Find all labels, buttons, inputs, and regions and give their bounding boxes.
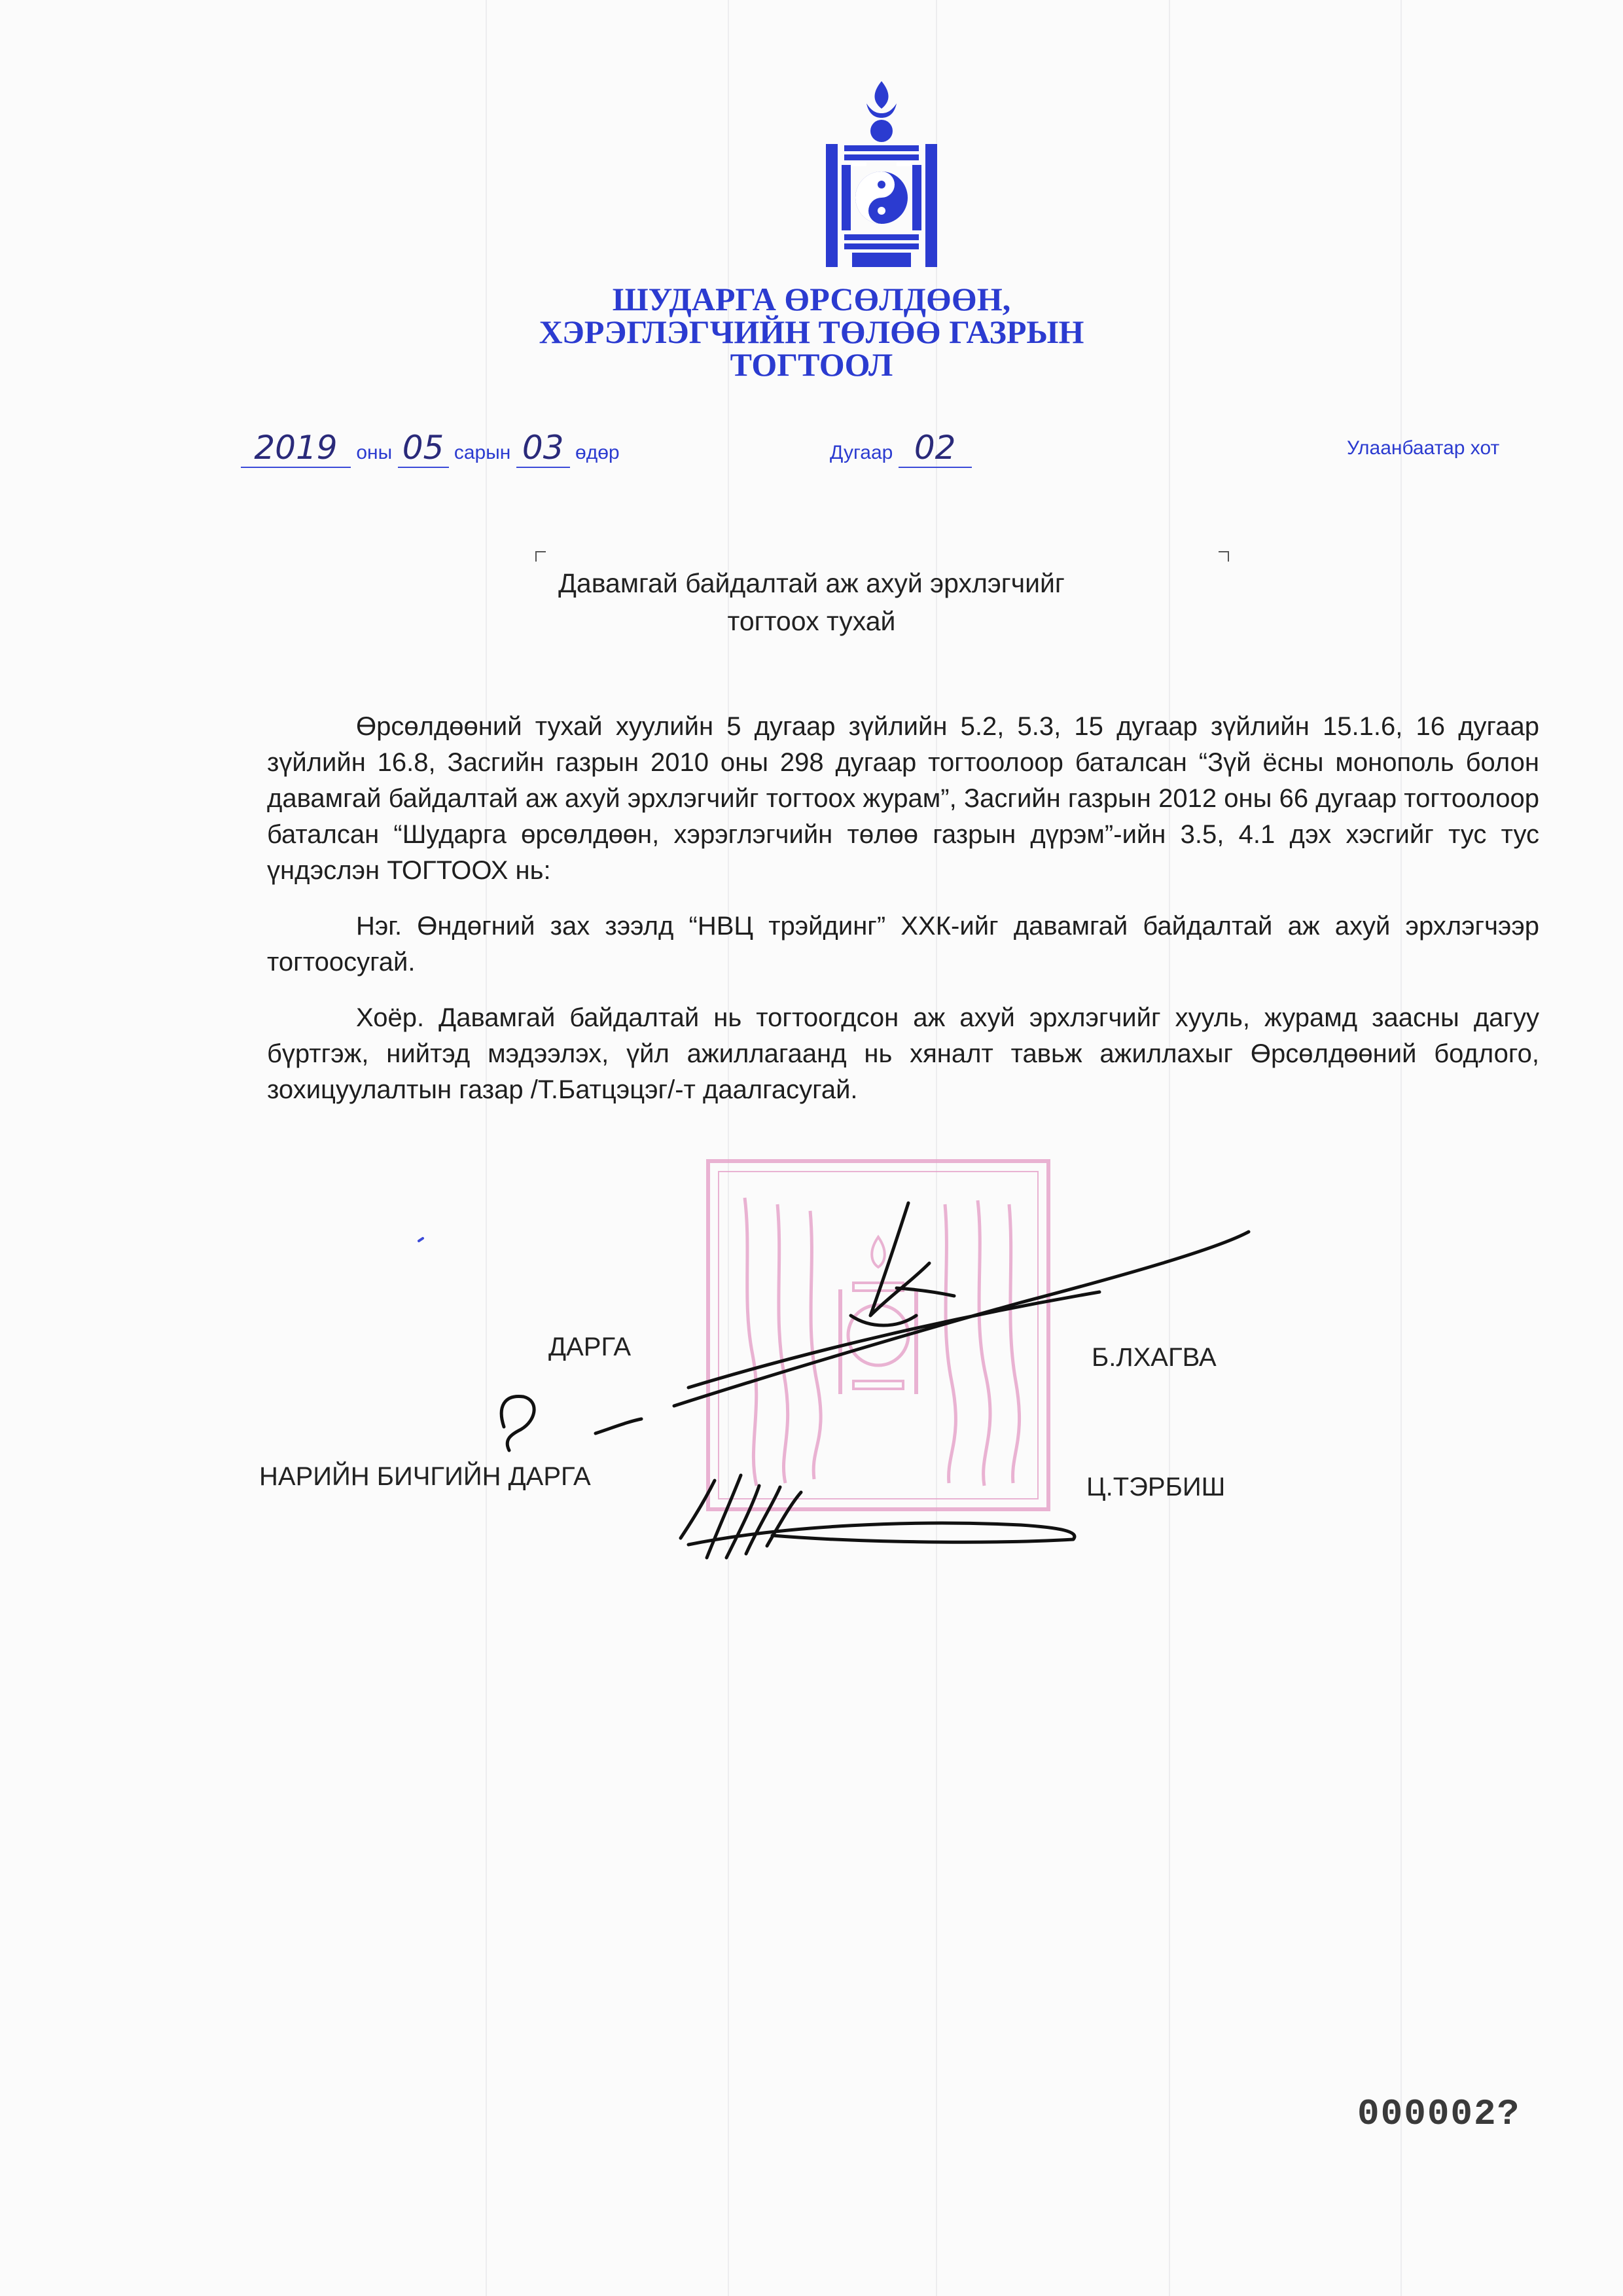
date-field [241, 429, 620, 468]
body-paragraph-3: Хоёр. Давамгай байдалтай нь тогтоогдсон аж ахуй эрхлэгчийг хууль, журамд заасны дагуу бүртгэж, нийтэд мэдээлэх, үйл ажиллагаанд нь хяналт тавьж ажиллахыг Өрсөлдөөний бодлого, зохицуулалтын газар /Т.Батцэцэг/-т даалгасугай. [267, 1003, 1539, 1104]
resolution-body [267, 709, 1539, 1128]
chair-name: Б.ЛХАГВА [1092, 1343, 1217, 1372]
chair-title: ДАРГА [548, 1333, 632, 1361]
document-serial-number: 000002? [1357, 2093, 1521, 2135]
state-soyombo-emblem-icon [826, 79, 937, 268]
body-paragraph-2: Нэг. Өндөгний зах зээлд “НВЦ трэйдинг” ХХК-ийг давамгай байдалтай аж ахуй эрхлэгчээр тогтоосугай. [267, 912, 1539, 977]
number-label: Дугаар [830, 442, 893, 463]
official-seal-icon [705, 1158, 1051, 1512]
secretary-title: НАРИЙН БИЧГИЙН ДАРГА [259, 1462, 591, 1491]
subject-line2: тогтоох тухай [727, 606, 896, 636]
chair-signature-hook [501, 1396, 641, 1450]
resolution-title: ТОГТООЛ [730, 346, 893, 383]
pen-dot [419, 1238, 423, 1241]
body-paragraph-1: Өрсөлдөөний тухай хуулийн 5 дугаар зүйлийн 5.2, 5.3, 15 дугаар зүйлийн 15.1.6, 16 дугаар зүйлийн 16.8, Засгийн газрын 2010 оны 298 дугаар тогтоолоор баталсан “Зүй ёсны монополь болон давамгай байдалтай аж ахуй эрхлэгчийг тогтоох журам”, Засгийн газрын 2012 оны 66 дугаар тогтоолоор баталсан “Шударга өрсөлдөөн, хэрэглэгчийн төлөө газрын дүрэм”-ийн 3.5, 4.1 дэх хэсгийг тус тус үндэслэн ТОГТООХ нь: [267, 712, 1539, 885]
date-month: 05 [398, 429, 449, 468]
date-year-suffix: оны [356, 442, 393, 463]
date-day: 03 [516, 429, 570, 468]
org-title-line2: ХЭРЭГЛЭГЧИЙН ТӨЛӨӨ ГАЗРЫН [539, 314, 1084, 350]
subject-line1: Давамгай байдалтай аж ахуй эрхлэгчийг [558, 568, 1065, 598]
subject-bracket-right [1219, 551, 1229, 562]
org-title-line1: ШУДАРГА ӨРСӨЛДӨӨН, [612, 281, 1011, 317]
date-year: 2019 [241, 429, 351, 468]
date-day-suffix: өдөр [575, 442, 620, 463]
subject-bracket-left [535, 551, 546, 562]
secretary-name: Ц.ТЭРБИШ [1086, 1473, 1226, 1501]
number-field [830, 429, 972, 468]
city-label: Улаанбаатар хот [1347, 437, 1500, 459]
date-month-suffix: сарын [454, 442, 511, 463]
resolution-number: 02 [899, 429, 972, 468]
